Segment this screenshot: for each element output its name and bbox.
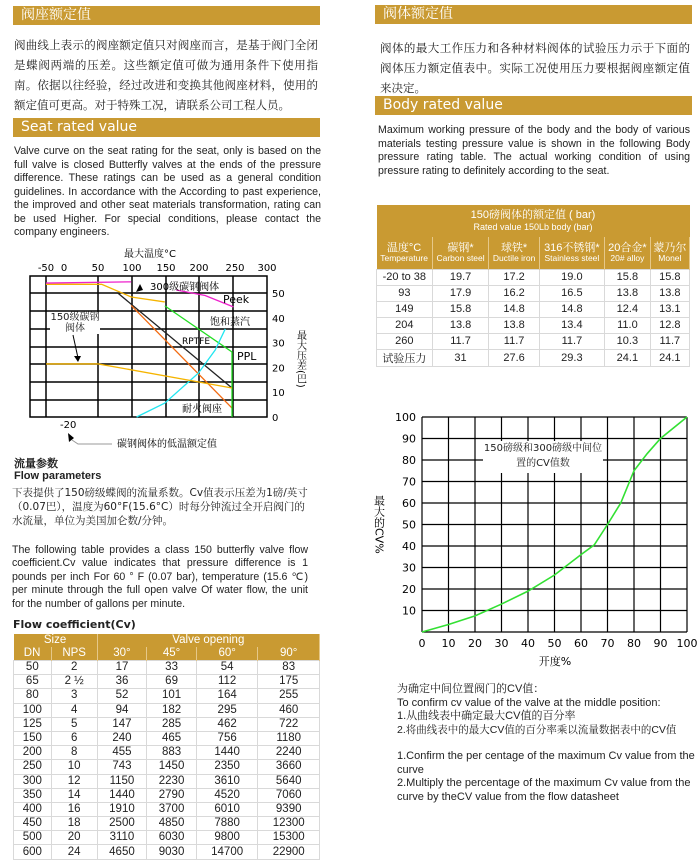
- x-tick-label: 50: [91, 263, 105, 274]
- table-cell: 15.8: [605, 269, 651, 285]
- body-rating-table: [376, 205, 690, 367]
- table-cell: 10.3: [605, 333, 651, 349]
- table-cell: 5: [51, 717, 97, 731]
- table-cell: 1150: [97, 774, 147, 788]
- table-cell: 33: [147, 661, 197, 675]
- x-tick-label: 80: [627, 637, 641, 650]
- note-en-1: 1.Confirm the per centage of the maximum Cv value from the curve: [397, 750, 695, 776]
- y-tick-label: 50: [272, 289, 285, 300]
- table-cell: 17.2: [489, 269, 539, 285]
- table-cell: 1440: [97, 788, 147, 802]
- table-row: [14, 802, 320, 816]
- table-cell: 19.7: [432, 269, 489, 285]
- table-cell: 2350: [196, 760, 258, 774]
- table-cell: 27.6: [489, 349, 539, 366]
- table-cell: 19.0: [539, 269, 604, 285]
- group-size: Size: [14, 634, 98, 647]
- header-zh: 碳钢*: [447, 241, 474, 254]
- table-cell: 试验压力: [377, 349, 433, 366]
- table-cell: -20 to 38: [377, 269, 433, 285]
- table-cell: 260: [377, 333, 433, 349]
- table-cell: 1440: [196, 746, 258, 760]
- table-cell: 22900: [258, 845, 320, 859]
- x-tick-label: 150: [156, 263, 176, 274]
- table-row: [377, 317, 690, 333]
- column-header: 60°: [196, 647, 258, 661]
- x-tick-label: 0: [60, 263, 68, 274]
- table-cell: 24.1: [650, 349, 689, 366]
- y-tick-label: 50: [402, 518, 416, 532]
- y-tick-label: 0: [272, 413, 279, 424]
- table-cell: 2240: [258, 746, 320, 760]
- table-cell: 11.7: [432, 333, 489, 349]
- x-tick-label: 300: [257, 263, 277, 274]
- body-table-title-en: Rated value 150Lb body (bar): [473, 222, 593, 232]
- body-table-title-zh: 150磅阀体的额定值 ( bar): [470, 209, 596, 221]
- column-header: [432, 237, 489, 269]
- table-cell: 24.1: [605, 349, 651, 366]
- flow-text-en: The following table provides a class 150 butterfly valve flow coefficient.Cv value indicates that pressure difference is 1 pounds per inch For 60 ° F (0.07 bar), temperature (15.6 ℃) per minute through the full open valve Of water flow, the unit for the number of gallons per minute.: [12, 544, 308, 610]
- table-row: [377, 285, 690, 301]
- y-tick-label: 80: [402, 454, 416, 467]
- table-cell: 11.7: [650, 333, 689, 349]
- y-axis-title: 最大压差(巴): [294, 330, 306, 388]
- table-cell: 182: [147, 703, 197, 717]
- seat-header-zh: 阀座额定值: [13, 6, 320, 25]
- table-cell: 12.4: [605, 301, 651, 317]
- table-cell: 350: [14, 788, 52, 802]
- arrow-head-icon: [74, 356, 81, 362]
- header-en: Temperature: [380, 252, 428, 263]
- table-cell: 13.4: [539, 317, 604, 333]
- table-cell: 15300: [258, 831, 320, 845]
- table-cell: 18: [51, 817, 97, 831]
- table-row: [14, 760, 320, 774]
- series-label-ppl: PPL: [237, 350, 257, 363]
- x-tick-label: 30: [494, 637, 509, 650]
- y-tick-label: 30: [272, 338, 285, 350]
- table-cell: 2 ½: [51, 675, 97, 689]
- x-tick-label: 200: [189, 263, 209, 274]
- series-label-fire-safe: 耐火阀座: [182, 404, 222, 415]
- table-cell: 94: [97, 703, 147, 717]
- table-cell: 9800: [196, 831, 258, 845]
- seat-text-zh: 阀曲线上表示的阀座额定值只对阀座而言，是基于阀门全闭是蝶阀两端的压差。这些额定值可做为通用条件下使用指南。依据以往经验，经过改进和变换其他阀座材料，使用的额定值可更高。对于特殊工况，请联系公司工程人员。: [14, 38, 318, 112]
- table-cell: 2500: [97, 817, 147, 831]
- x-axis-title: 最大温度°C: [124, 249, 176, 260]
- x-tick-label: 70: [600, 637, 615, 650]
- table-cell: 4650: [97, 845, 147, 859]
- body-text-en: Maximum working pressure of the body and the body of various materials testing pressure value is shown in the following Body pressure rating table. The actual working condition of using pressure rating to definitely according to the seat.: [378, 124, 690, 177]
- table-cell: 20: [51, 831, 97, 845]
- series-line: [46, 364, 232, 388]
- table-cell: 15.8: [650, 269, 689, 285]
- x-tick-label: 50: [547, 637, 562, 650]
- header-zh: 20合金*: [608, 241, 647, 254]
- flow-title-en: Flow parameters: [14, 470, 102, 482]
- table-cell: 460: [258, 703, 320, 717]
- table-cell: 450: [14, 817, 52, 831]
- table-cell: 255: [258, 689, 320, 703]
- header-en: 20# alloy: [610, 252, 645, 263]
- leader-line: [72, 440, 112, 444]
- table-row: [14, 831, 320, 845]
- table-cell: 164: [196, 689, 258, 703]
- table-cell: 240: [97, 731, 147, 745]
- table-cell: 17: [97, 661, 147, 675]
- table-cell: 13.8: [605, 285, 651, 301]
- table-cell: 455: [97, 746, 147, 760]
- table-cell: 16.2: [489, 285, 539, 301]
- table-cell: 6: [51, 731, 97, 745]
- cv-notes: [397, 683, 697, 804]
- table-row: [14, 661, 320, 675]
- table-cell: 101: [147, 689, 197, 703]
- table-cell: 1910: [97, 802, 147, 816]
- header-zh: 蒙乃尔: [653, 241, 687, 254]
- seat-text-en: Valve curve on the seat rating for the seat, only is based on the full valve is closed Butterfly valves at the ends of the pressure difference. These ratings can be used as a general condition guidelines. In accordance with the According to past experience, the improved and other seat materials transformation, rating can be used Higher. For special conditions, please contact the company engineers.: [14, 145, 321, 238]
- flow-text-zh: 下表提供了150磅级蝶阀的流量系数。Cv值表示压差为1磅/英寸（0.07巴），温度为60°F(15.6°C）时每分钟流过全开启阀门的水流量，单位为美国加仑数/分钟。: [12, 487, 308, 527]
- table-cell: 3660: [258, 760, 320, 774]
- y-tick-label: 100: [395, 411, 416, 424]
- table-cell: 54: [196, 661, 258, 675]
- series-line: [46, 282, 131, 283]
- table-cell: 36: [97, 675, 147, 689]
- table-cell: 83: [258, 661, 320, 675]
- table-cell: 883: [147, 746, 197, 760]
- column-header: [605, 237, 651, 269]
- table-row: [14, 774, 320, 788]
- table-row: [377, 269, 690, 285]
- column-header: 30°: [97, 647, 147, 661]
- table-row: [14, 817, 320, 831]
- table-cell: 4: [51, 703, 97, 717]
- body-text-zh: 阀体的最大工作压力和各种材料阀体的试验压力示于下面的阀体压力额定值表中。实际工况使用压力要根据阀座额定值来决定。: [380, 41, 690, 95]
- flow-title-zh: 流量参数: [14, 457, 58, 470]
- y-tick-label: 40: [402, 540, 416, 553]
- table-cell: 285: [147, 717, 197, 731]
- table-cell: 15.8: [432, 301, 489, 317]
- table-cell: 7880: [196, 817, 258, 831]
- table-row: [377, 301, 690, 317]
- table-cell: 10: [51, 760, 97, 774]
- table-row: [14, 703, 320, 717]
- y-tick-label: 30: [402, 561, 416, 575]
- header-zh: 温度°C: [386, 241, 422, 254]
- table-cell: 743: [97, 760, 147, 774]
- table-cell: 3610: [196, 774, 258, 788]
- cv-chart-title: 150磅级和300磅级中间位置的CV值数: [483, 443, 603, 469]
- y-tick-label: 40: [272, 313, 285, 325]
- table-cell: 12.8: [650, 317, 689, 333]
- table-cell: 150: [14, 731, 52, 745]
- header-en: Ductile iron: [492, 252, 536, 263]
- x-tick-label: 250: [225, 263, 245, 274]
- table-cell: 16.5: [539, 285, 604, 301]
- table-row: [14, 845, 320, 859]
- y-tick-label: 20: [402, 583, 416, 596]
- table-cell: 11.0: [605, 317, 651, 333]
- table-cell: 13.8: [489, 317, 539, 333]
- table-row: [14, 717, 320, 731]
- arrow-head-icon: [136, 284, 143, 292]
- seat-rating-chart: [0, 240, 320, 450]
- note-zh-1: 1.从曲线表中确定最大CV值的百分率: [397, 710, 576, 722]
- table-cell: 13.8: [432, 317, 489, 333]
- table-cell: 300: [14, 774, 52, 788]
- table-cell: 112: [196, 675, 258, 689]
- table-cell: 3110: [97, 831, 147, 845]
- table-cell: 722: [258, 717, 320, 731]
- table-cell: 149: [377, 301, 433, 317]
- table-cell: 6030: [147, 831, 197, 845]
- y-tick-label: 90: [402, 432, 416, 446]
- series-label-150-steel: 150级碳钢阀体: [50, 312, 100, 334]
- table-cell: 93: [377, 285, 433, 301]
- table-cell: 600: [14, 845, 52, 859]
- table-cell: 14: [51, 788, 97, 802]
- x-tick-label: 40: [521, 637, 535, 650]
- table-cell: 175: [258, 675, 320, 689]
- table-cell: 69: [147, 675, 197, 689]
- group-opening: Valve opening: [97, 634, 319, 647]
- table-cell: 52: [97, 689, 147, 703]
- series-label-steam: 饱和蒸汽: [210, 317, 250, 328]
- x-tick-label: 10: [441, 637, 456, 650]
- x-tick-label: 0: [418, 637, 426, 650]
- table-cell: 14.8: [539, 301, 604, 317]
- table-row: [14, 689, 320, 703]
- column-header: 45°: [147, 647, 197, 661]
- table-cell: 2790: [147, 788, 197, 802]
- table-cell: 125: [14, 717, 52, 731]
- column-header: [377, 237, 433, 269]
- table-cell: 14.8: [489, 301, 539, 317]
- body-header-en: Body rated value: [375, 96, 692, 115]
- table-cell: 3: [51, 689, 97, 703]
- seat-header-en: Seat rated value: [13, 118, 320, 137]
- column-header: DN: [14, 647, 52, 661]
- y-tick-label: 10: [402, 604, 416, 618]
- series-label-rptfe: RPTFE: [182, 337, 211, 347]
- cv-opening-chart: [372, 405, 700, 675]
- table-cell: 295: [196, 703, 258, 717]
- low-temp-value: -20: [60, 420, 77, 431]
- header-en: Monel: [658, 252, 682, 263]
- table-cell: 9390: [258, 802, 320, 816]
- header-zh: 球铁*: [500, 241, 528, 254]
- y-tick-label: 10: [272, 388, 285, 400]
- x-tick-label: -50: [37, 263, 55, 274]
- x-tick-label: 20: [468, 637, 482, 650]
- cv-x-axis-title: 开度%: [538, 655, 572, 668]
- y-tick-label: 70: [402, 475, 416, 489]
- table-cell: 13.8: [650, 285, 689, 301]
- cv-table-title: Flow coefficient(Cv): [13, 618, 136, 631]
- note-en-title: To confirm cv value of the valve at the middle position:: [397, 696, 661, 709]
- table-cell: 2: [51, 661, 97, 675]
- table-cell: 29.3: [539, 349, 604, 366]
- table-cell: 3700: [147, 802, 197, 816]
- table-cell: 4850: [147, 817, 197, 831]
- table-cell: 12300: [258, 817, 320, 831]
- x-tick-label: 100: [122, 263, 142, 274]
- table-cell: 462: [196, 717, 258, 731]
- header-en: Stainless steel: [544, 252, 600, 263]
- table-row: [377, 333, 690, 349]
- table-cell: 7060: [258, 788, 320, 802]
- series-label-peek: Peek: [223, 293, 250, 306]
- column-header: 90°: [258, 647, 320, 661]
- table-cell: 6010: [196, 802, 258, 816]
- table-row: [14, 731, 320, 745]
- low-temp-label: 碳钢阀体的低温额定值: [117, 439, 217, 450]
- table-cell: 400: [14, 802, 52, 816]
- y-tick-label: 60: [402, 497, 416, 510]
- column-header: [539, 237, 604, 269]
- table-cell: 756: [196, 731, 258, 745]
- table-cell: 16: [51, 802, 97, 816]
- header-zh: 316不锈钢*: [544, 241, 600, 254]
- cv-table: [13, 634, 320, 860]
- table-cell: 11.7: [489, 333, 539, 349]
- note-zh-2: 2.将曲线表中的最大CV值的百分率乘以流量数据表中的CV值: [397, 723, 677, 736]
- table-cell: 200: [14, 746, 52, 760]
- table-row: [14, 788, 320, 802]
- table-cell: 100: [14, 703, 52, 717]
- table-cell: 24: [51, 845, 97, 859]
- x-tick-label: 90: [653, 637, 668, 650]
- table-cell: 8: [51, 746, 97, 760]
- table-cell: 65: [14, 675, 52, 689]
- table-cell: 500: [14, 831, 52, 845]
- table-cell: 9030: [147, 845, 197, 859]
- table-cell: 147: [97, 717, 147, 731]
- cv-y-axis-title: 最大的CV%: [372, 495, 386, 554]
- table-cell: 2230: [147, 774, 197, 788]
- column-header: [650, 237, 689, 269]
- note-en-2: 2.Multiply the percentage of the maximum Cv value from the curve by theCV value from the flow datasheet: [397, 777, 691, 803]
- table-cell: 17.9: [432, 285, 489, 301]
- series-label-300-steel: 300级碳钢阀体: [150, 282, 220, 293]
- table-cell: 13.1: [650, 301, 689, 317]
- table-cell: 204: [377, 317, 433, 333]
- table-cell: 5640: [258, 774, 320, 788]
- table-cell: 14700: [196, 845, 258, 859]
- table-cell: 80: [14, 689, 52, 703]
- table-cell: 4520: [196, 788, 258, 802]
- table-cell: 11.7: [539, 333, 604, 349]
- table-row: [377, 349, 690, 366]
- table-cell: 250: [14, 760, 52, 774]
- table-cell: 1180: [258, 731, 320, 745]
- table-cell: 465: [147, 731, 197, 745]
- x-tick-label: 60: [574, 637, 588, 650]
- body-header-zh: 阀体额定值: [375, 5, 692, 24]
- table-cell: 1450: [147, 760, 197, 774]
- note-zh-title: 为确定中间位置阀门的CV值：: [397, 683, 545, 695]
- column-header: [489, 237, 539, 269]
- table-row: [14, 675, 320, 689]
- table-row: [14, 746, 320, 760]
- table-cell: 50: [14, 661, 52, 675]
- column-header: NPS: [51, 647, 97, 661]
- table-cell: 12: [51, 774, 97, 788]
- x-tick-label: 100: [676, 637, 698, 650]
- y-tick-label: 20: [272, 363, 285, 375]
- table-cell: 31: [432, 349, 489, 366]
- header-en: Carbon steel: [436, 252, 485, 263]
